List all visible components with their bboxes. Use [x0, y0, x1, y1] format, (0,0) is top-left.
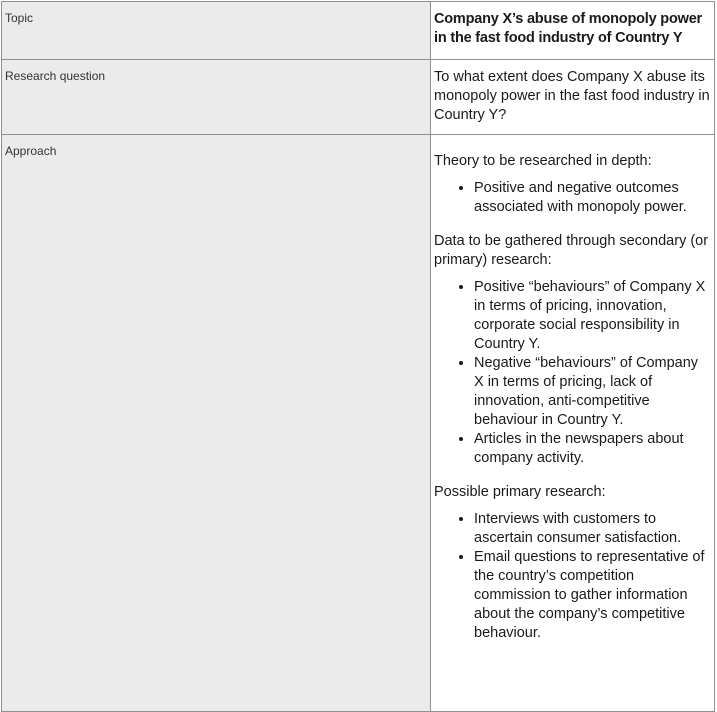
table-row-research-question [2, 60, 715, 135]
data-list [434, 278, 710, 468]
approach-label: Approach [5, 144, 57, 158]
data-heading: Data to be gathered through secondary (or primary) research: [434, 233, 709, 268]
topic-label-cell [2, 2, 431, 60]
list-item: • Positive and negative outcomes associated with monopoly power. [474, 179, 710, 217]
theory-heading: Theory to be researched in depth: [434, 153, 652, 169]
topic-text: Company X’s abuse of monopoly power in the fast food industry of Country Y [434, 11, 702, 46]
primary-research-heading: Possible primary research: [434, 484, 606, 500]
list-item: • Negative “behaviours” of Company X in terms of pricing, lack of innovation, anti-competitive behaviour in Country Y. [474, 354, 710, 430]
list-item: • Interviews with customers to ascertain consumer satisfaction. [474, 510, 710, 548]
research-question-content-cell [431, 60, 715, 135]
list-item: • Email questions to representative of the country’s competition commission to gather information about the company’s competitive behaviour. [474, 548, 710, 643]
table-row-topic [2, 2, 715, 60]
research-question-text: To what extent does Company X abuse its monopoly power in the fast food industry in Country Y? [434, 69, 710, 123]
list-item: • Articles in the newspapers about company activity. [474, 430, 710, 468]
table-row-approach [2, 135, 715, 712]
topic-label: Topic [5, 11, 34, 25]
approach-label-cell [2, 135, 431, 712]
research-plan-table [1, 1, 715, 712]
research-question-label: Research question [5, 69, 106, 83]
theory-list [434, 179, 710, 217]
research-question-label-cell [2, 60, 431, 135]
topic-content-cell [431, 2, 715, 60]
primary-research-list [434, 510, 710, 643]
approach-content-cell [431, 135, 715, 712]
list-item: • Positive “behaviours” of Company X in terms of pricing, innovation, corporate social responsibility in Country Y. [474, 278, 710, 354]
